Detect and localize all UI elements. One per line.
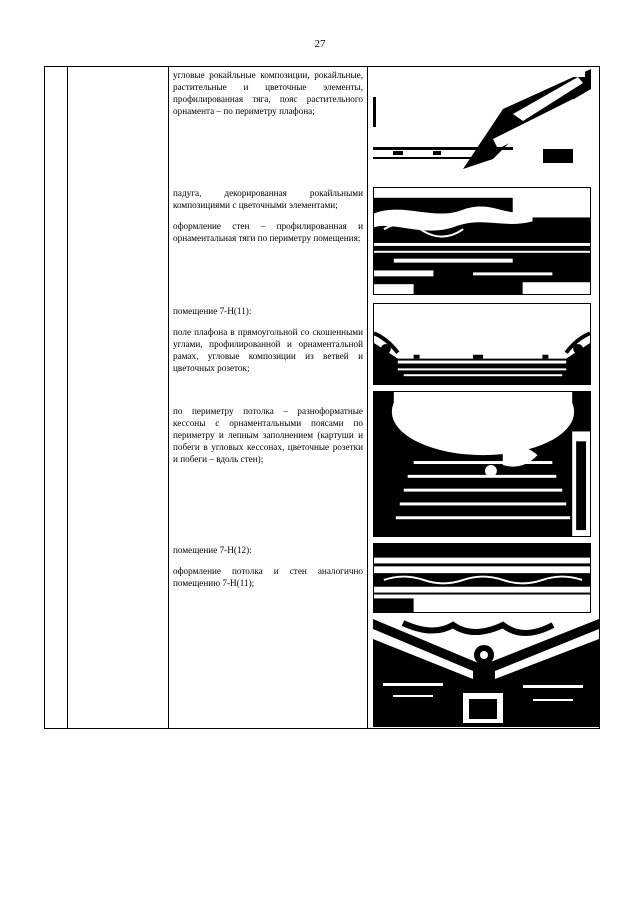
description-cell bbox=[173, 405, 363, 474]
coffered-ceiling-photo bbox=[373, 391, 591, 537]
description-paragraph: поле плафона в прямоугольной со скошенными углами, профилированной и орнаментальной рамах, угловые композиции из ветвей и цветочных розеток; bbox=[173, 327, 363, 374]
description-paragraph: помещение 7-Н(11): bbox=[173, 306, 252, 316]
column-divider bbox=[67, 67, 68, 728]
description-paragraph: по периметру потолка – разноформатные кессоны с орнаментальными поясами по периметру и лепным заполнением (картуши и побеги в угловых кессонах, цветочные розетки и побеги – вдоль стен); bbox=[173, 406, 363, 465]
description-paragraph: падуга, декорированная рокайльными композициями с цветочными элементами; bbox=[173, 188, 363, 211]
description-paragraph: оформление стен – профилированная и орнаментальная тяги по периметру помещения; bbox=[173, 221, 363, 244]
column-divider bbox=[367, 67, 368, 728]
description-cell bbox=[173, 69, 363, 126]
page-number: 27 bbox=[314, 38, 326, 50]
description-cell bbox=[173, 544, 363, 598]
cove-decoration-photo bbox=[373, 187, 591, 295]
frieze-photo bbox=[373, 543, 591, 613]
description-cell bbox=[173, 305, 363, 383]
description-paragraph: помещение 7-Н(12): bbox=[173, 545, 252, 555]
column-divider bbox=[168, 67, 169, 728]
ceiling-frame-photo bbox=[373, 303, 591, 385]
description-paragraph: угловые рокайльные композиции, рокайльные, растительные и цветочные элементы, профилированная тяга, пояс растительного орнамента – по периметру плафона; bbox=[173, 70, 363, 117]
ceiling-cornice-photo bbox=[373, 69, 591, 179]
description-paragraph: оформление потолка и стен аналогично помещению 7-Н(11); bbox=[173, 566, 363, 589]
description-cell bbox=[173, 187, 363, 253]
document-table bbox=[44, 66, 600, 729]
corner-ceiling-photo bbox=[373, 619, 599, 727]
